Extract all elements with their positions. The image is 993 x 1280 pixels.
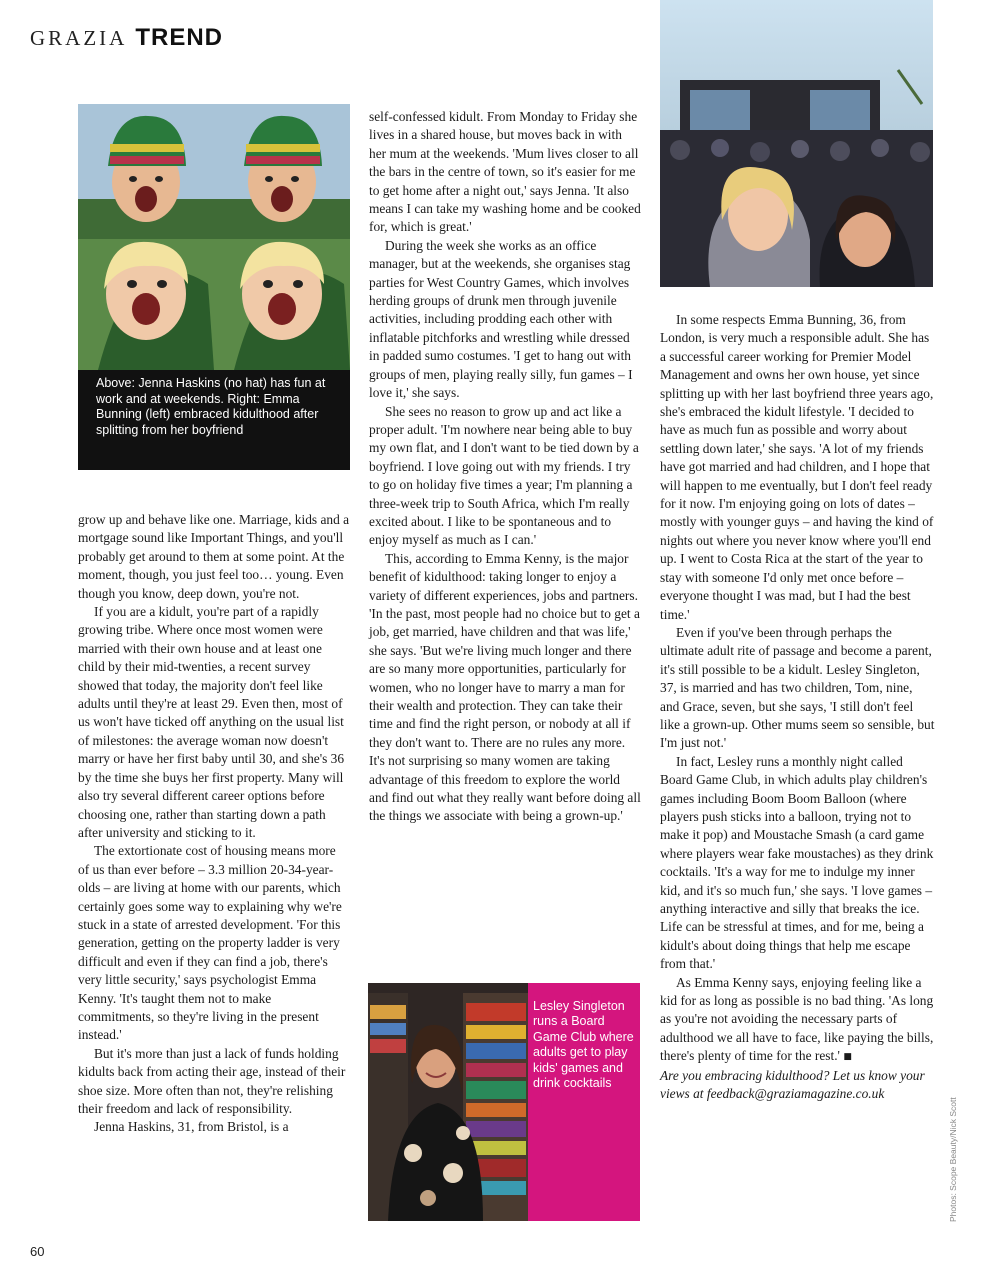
paragraph: She sees no reason to grow up and act like a proper adult. 'I'm nowhere near being able to buy my own flat, and I don't want to be tied down by a boyfriend. I love going out with my friends. I try to go on holiday five times a year; I'm planning a three-week trip to South Africa, which I'm really excited about. I like to be spontaneous and to enjoy myself as much as I can.' xyxy=(369,403,639,548)
photo-lesley-board-games xyxy=(368,983,528,1221)
paragraph: Even if you've been through perhaps the ultimate adult rite of passage and become a parent, it's still possible to be a kidult. Lesley Singleton, 37, is married and has two children, Tom, nine, and Grace, seven, but she says, 'I still don't feel like a grown-up. Other mums seem so sensible, but I'm just not.' xyxy=(660,624,935,751)
article-column-2 xyxy=(369,108,641,826)
photo-caption-board-game: Lesley Singleton runs a Board Game Club where adults get to play kids' games and drink cocktails xyxy=(528,983,640,1221)
paragraph: But it's more than just a lack of funds holding kidults back from acting their age, instead of their shoe size. More often than not, they're relishing their freedom and lack of responsibility. xyxy=(78,1045,346,1116)
magazine-brand: GRAZIA xyxy=(30,26,128,50)
page-header xyxy=(30,24,223,52)
selfie-illustration xyxy=(78,104,350,370)
paragraph: In fact, Lesley runs a monthly night called Board Game Club, in which adults play children's games including Boom Boom Balloon (where players push sticks into a balloon, trying not to make it pop) and Moustache Smash (a card game where players wear fake moustaches) as they drink cocktails. 'It's a way for me to indulge my inner kid, and it's so much fun,' she says. 'I love games – anything interactive and silly that breaks the ice. Life can be stressful at times, and for me, being a kidult's about doing things that help me escape from that.' xyxy=(660,753,934,972)
photo-credit: Photos: Scope Beauty/Nick Scott xyxy=(948,1097,958,1222)
article-column-3 xyxy=(660,311,935,1103)
concert-illustration xyxy=(660,0,933,287)
article-column-1 xyxy=(78,511,350,1137)
paragraph: self-confessed kidult. From Monday to Friday she lives in a shared house, but moves back in with her mum at the weekends. 'Mum lives closer to all the bars in the centre of town, so it's easier for me to get home after a night out,' says Jenna. 'It also means I can take my washing home and be cooked for, which is great.' xyxy=(369,109,641,235)
paragraph: If you are a kidult, you're part of a rapidly growing tribe. Where once most women were married with their own house and at least one child by their mid-twenties, a recent survey showed that today, the majority don't feel like adults until they're at least 29. Even then, most of us won't have ticked off anything on the usual list of milestones: the average woman now doesn't marry or have her first baby until 30, and she's 36 by the time she buys her first property. Many will also try several different career options before choosing one, rather than starting down a path after university and sticking to it. xyxy=(78,604,345,840)
paragraph: The extortionate cost of housing means more of us than ever before – 3.3 million 20-34-year-olds – are living at home with our parents, which certainly goes some way to explaining why we're stuck in a state of arrested development. 'For this generation, getting on the property ladder is very difficult and even if they can find a job, there's very little security,' says psychologist Emma Kenny. 'It's taught them not to make commitments, so they're living in the present instead.' xyxy=(78,843,342,1043)
photo-emma-concert xyxy=(660,0,933,287)
section-title: TREND xyxy=(135,24,223,51)
paragraph: This, according to Emma Kenny, is the major benefit of kidulthood: taking longer to enjoy a variety of different experiences, jobs and partners. 'In the past, most people had no choice but to get a job, get married, have children and that was life,' she says. 'But we're living much longer and there are so many more opportunities, particularly for women, who no longer have to marry a man for their wealth and protection. They can take their time and find the right person, or nobody at all if they don't want to. There are no rules any more. It's not surprising so many women are taking advantage of this freedom to explore the world and find out what they really want before doing all the things we associate with being a grown-up.' xyxy=(369,550,641,824)
page-number: 60 xyxy=(30,1244,45,1259)
paragraph: In some respects Emma Bunning, 36, from London, is very much a responsible adult. She has a successful career working for Premier Model Management and owns her own house, yet since splitting up with her last boyfriend three years ago, she's embraced the kidult lifestyle. 'I decided to have as much fun as possible and worry about settling down later,' she says. 'A lot of my friends have got married and had children, and I hope that will happen to me eventually, but I don't feel ready for it now. I'm enjoying going on lots of dates – mostly with younger guys – and having the kind of nights out where you never know where you'll end up. I went to Costa Rica at the start of the year to stay with someone I'd only met once before – everyone thought I was mad, but I had the best time.' xyxy=(660,312,934,622)
board-games-illustration xyxy=(368,983,528,1221)
photo-caption-top: Above: Jenna Haskins (no hat) has fun at work and at weekends. Right: Emma Bunning (left) embraced kidulthood after splitting from her boyfriend xyxy=(78,370,350,470)
paragraph: Jenna Haskins, 31, from Bristol, is a xyxy=(94,1119,289,1135)
paragraph: During the week she works as an office manager, but at the weekends, she organises stag parties for West Country Games, which involves herding groups of drunk men through juvenile activities, including prodding each other with inflatable pitchforks and wrestling while dressed in padded sumo costumes. 'I get to hang out with groups of men, playing really silly, fun games – I love it,' she says. xyxy=(369,237,633,401)
final-paragraph-text: As Emma Kenny says, enjoying feeling like a kid for as long as possible is no bad thing. 'As long as you're not avoiding the necessary parts of adulthood we all have to face, like paying the bills, there's plenty of time for the rest.' xyxy=(660,974,934,1064)
closing-prompt: Are you embracing kidulthood? Let us know your views at feedback@graziamagazine.co.uk xyxy=(660,1067,925,1102)
photo-jenna-selfie xyxy=(78,104,350,370)
paragraph-final xyxy=(660,974,935,1067)
end-mark: ■ xyxy=(843,1052,852,1063)
paragraph: grow up and behave like one. Marriage, kids and a mortgage sound like Important Things, and you'll probably get around to them at some point. At the moment, though, you just feel too… young. Even though you know, deep down, you're not. xyxy=(78,512,350,601)
